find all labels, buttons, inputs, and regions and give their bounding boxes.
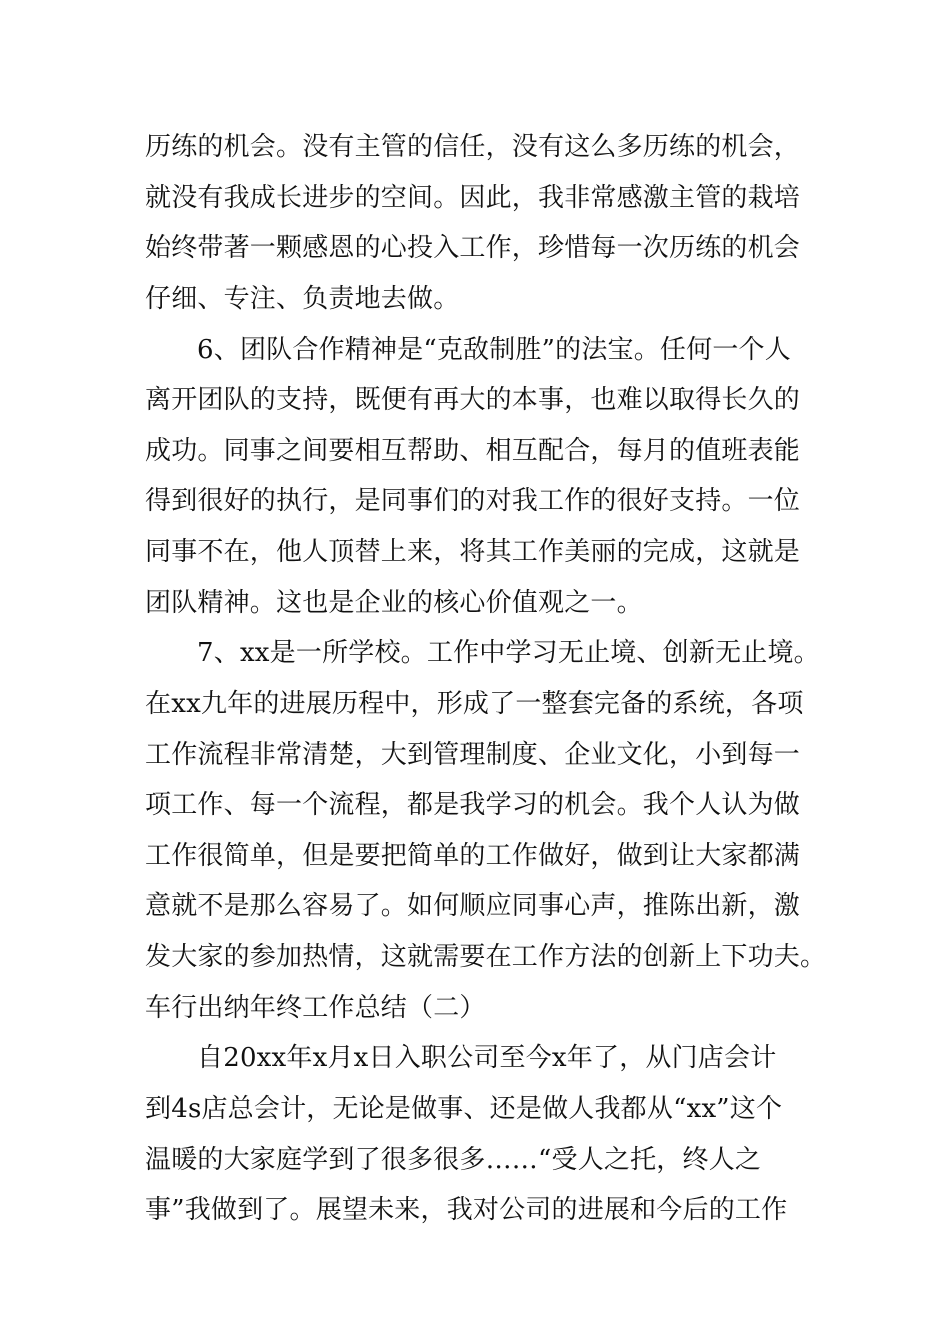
body-text-line: 发大家的参加热情，这就需要在工作方法的创新上下功夫。 bbox=[145, 942, 827, 972]
paragraph-7-first-line: 7、xx是一所学校。工作中学习无止境、创新无止境。 bbox=[197, 638, 820, 668]
body-text-line: 在xx九年的进展历程中，形成了一整套完备的系统，各项 bbox=[145, 689, 804, 719]
body-text-line: 历练的机会。没有主管的信任，没有这么多历练的机会， bbox=[145, 132, 801, 162]
body-text-line: 得到很好的执行，是同事们的对我工作的很好支持。一位 bbox=[145, 486, 801, 516]
body-text-line: 项工作、每一个流程，都是我学习的机会。我个人认为做 bbox=[145, 790, 801, 820]
body-text-line: 工作很简单，但是要把简单的工作做好，做到让大家都满 bbox=[145, 841, 801, 871]
body-text-line: 到4s店总会计，无论是做事、还是做人我都从“xx”这个 bbox=[145, 1094, 783, 1124]
body-text-line: 始终带著一颗感恩的心投入工作，珍惜每一次历练的机会 bbox=[145, 233, 801, 263]
body-text-line: 成功。同事之间要相互帮助、相互配合，每月的值班表能 bbox=[145, 436, 801, 466]
section-heading: 车行出纳年终工作总结（二） bbox=[145, 993, 486, 1023]
section-first-line: 自20xx年x月x日入职公司至今x年了，从门店会计 bbox=[197, 1043, 777, 1073]
body-text-line: 工作流程非常清楚，大到管理制度、企业文化，小到每一 bbox=[145, 740, 801, 770]
body-text-line: 意就不是那么容易了。如何顺应同事心声，推陈出新，激 bbox=[145, 891, 801, 921]
body-text-line: 事”我做到了。展望未来，我对公司的进展和今后的工作 bbox=[145, 1195, 788, 1225]
body-text-line: 仔细、专注、负责地去做。 bbox=[145, 284, 460, 314]
paragraph-6-first-line: 6、团队合作精神是“克敌制胜”的法宝。任何一个人 bbox=[197, 335, 791, 365]
body-text-line: 温暖的大家庭学到了很多很多……“受人之托，终人之 bbox=[145, 1145, 762, 1175]
body-text-line: 就没有我成长进步的空间。因此，我非常感激主管的栽培 bbox=[145, 183, 801, 213]
body-text-line: 同事不在，他人顶替上来，将其工作美丽的完成，这就是 bbox=[145, 537, 801, 567]
body-text-line: 离开团队的支持，既便有再大的本事，也难以取得长久的 bbox=[145, 385, 801, 415]
body-text-line: 团队精神。这也是企业的核心价值观之一。 bbox=[145, 588, 643, 618]
